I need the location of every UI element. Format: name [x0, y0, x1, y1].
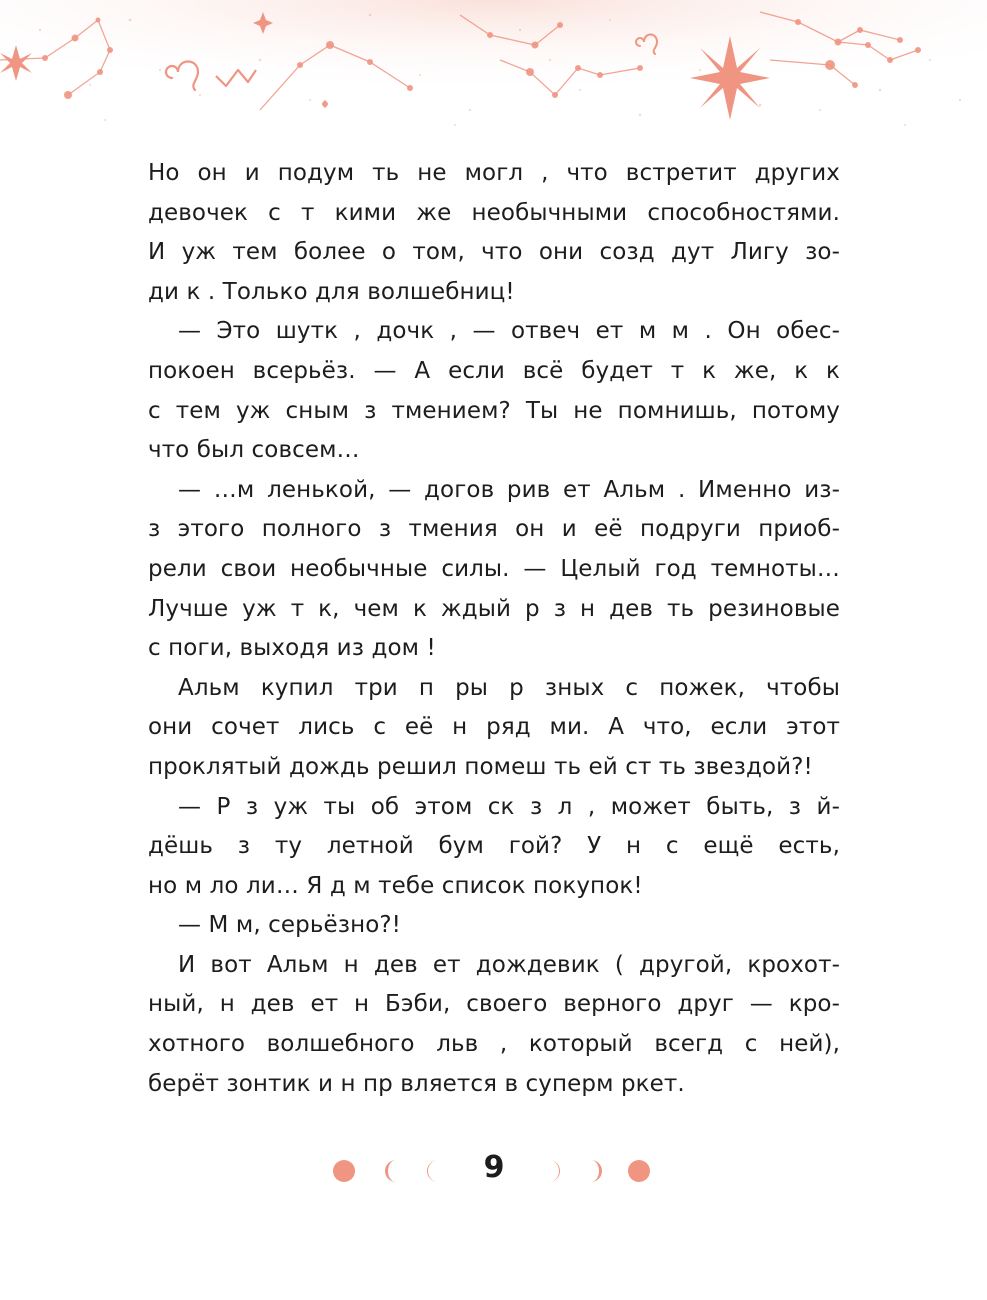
- text-line: — Это шутк , дочк , — отвеч ет м м . Он обес-: [178, 318, 840, 345]
- text-line: они сочет лись с её н ряд ми. А что, если этот: [148, 714, 840, 741]
- full-moon-icon: [628, 1160, 650, 1182]
- text-line: Но он и подум ть не могл , что встретит других: [148, 160, 840, 186]
- crescent-moon-icon: [591, 1160, 602, 1182]
- text-line: но м ло ли… Я д м тебе список покупок!: [148, 872, 643, 899]
- crescent-moon-icon: [385, 1160, 396, 1182]
- text-line: Альм купил три п ры р зных с пожек, чтобы: [178, 674, 840, 701]
- thin-crescent-moon-icon: [427, 1160, 438, 1182]
- constellation-header: [0, 0, 987, 135]
- full-moon-icon: [333, 1160, 355, 1182]
- text-line: — …м ленькой, — догов рив ет Альм . Именно из-: [178, 476, 840, 503]
- text-line: ный, н дев ет н Бэби, своего верного друг — кро-: [148, 991, 840, 1018]
- text-line: покоен всерьёз. — А если всё будет т к же, к к: [148, 357, 840, 384]
- text-line: — М м, серьёзно?!: [178, 912, 402, 939]
- text-line: рели свои необычные силы. — Целый год темноты…: [148, 555, 840, 582]
- text-line: с тем уж сным з тмением? Ты не помнишь, потому: [148, 397, 840, 424]
- text-line: ди к . Только для волшебниц!: [148, 278, 515, 305]
- text-line: — Р з уж ты об этом ск з л , может быть, з й-: [178, 793, 840, 820]
- text-line: что был совсем…: [148, 437, 360, 464]
- text-line: хотного волшебного льв , который всегд с ней),: [148, 1031, 840, 1058]
- text-line: проклятый дождь решил помеш ть ей ст ть звездой?!: [148, 753, 813, 780]
- text-line: девочек с т кими же необычными способностями.: [148, 199, 840, 226]
- thin-crescent-moon-icon: [549, 1160, 560, 1182]
- text-line: с поги, выходя из дом !: [148, 635, 436, 662]
- text-line: дёшь з ту летной бум гой? У н с ещё есть,: [148, 833, 840, 860]
- page-number: 9: [483, 1150, 505, 1185]
- text-line: з этого полного з тмения он и её подруги приоб-: [148, 516, 840, 543]
- story-text: [148, 154, 840, 1104]
- text-line: берёт зонтик и н пр вляется в суперм ркет.: [148, 1070, 685, 1097]
- text-line: И уж тем более о том, что они созд дут Лигу зо-: [148, 239, 840, 266]
- text-line: И вот Альм н дев ет дождевик ( другой, крохот-: [178, 951, 840, 978]
- text-line: Лучше уж т к, чем к ждый р з н дев ть резиновые: [148, 595, 840, 622]
